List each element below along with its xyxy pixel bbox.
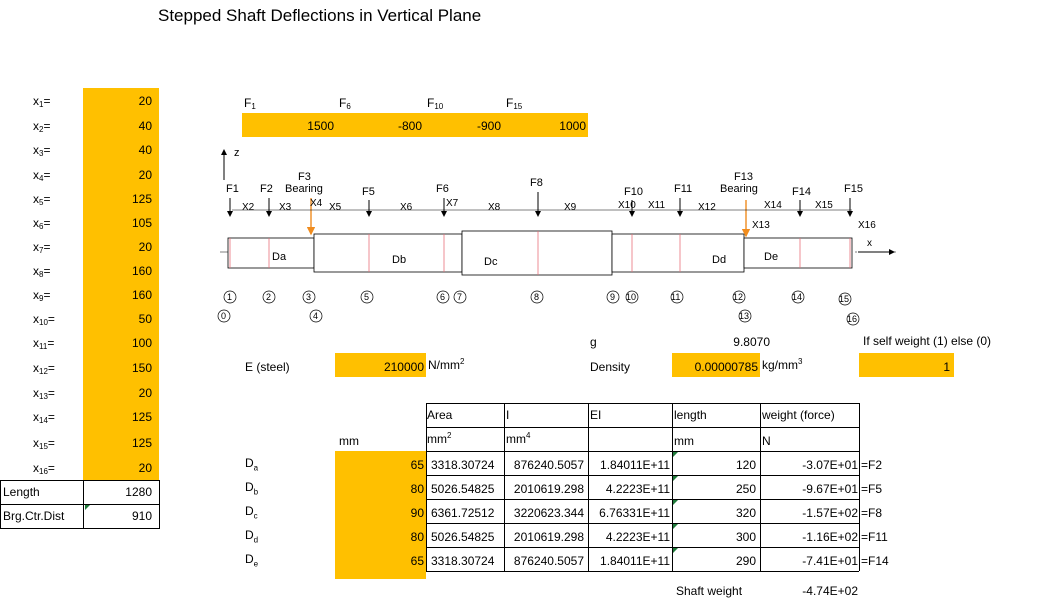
force-value-f6[interactable]: -800 (397, 119, 422, 133)
svg-text:11: 11 (671, 292, 681, 302)
force-value-f10[interactable]: -900 (476, 119, 501, 133)
grid-line (426, 547, 859, 548)
shaft-section-dc (462, 231, 612, 275)
dimension-labels (242, 198, 876, 231)
svg-text:7: 7 (457, 292, 463, 302)
length-value[interactable]: 1280 (125, 485, 152, 499)
self-weight-label: If self weight (1) else (0) (863, 334, 992, 348)
grid-line (426, 571, 859, 572)
grid-line (760, 403, 761, 571)
svg-text:5: 5 (364, 292, 370, 302)
length-cell[interactable]: 320 (735, 506, 756, 520)
svg-text:Bearing: Bearing (720, 183, 758, 195)
header-ei: EI (590, 408, 602, 422)
e-steel-label: E (steel) (245, 360, 290, 374)
i-value: 3220623.344 (513, 506, 584, 520)
x-label: $x_9=$ (33, 288, 51, 303)
diameter-value[interactable]: 65 (410, 554, 424, 568)
grid-line (426, 451, 859, 452)
svg-text:X7: X7 (446, 198, 459, 209)
ei-value: 6.76331E+11 (599, 506, 670, 520)
x-label: $x_{13}=$ (33, 386, 55, 401)
svg-text:9: 9 (610, 292, 616, 302)
force-label-f10: $F_{10}$ (427, 96, 444, 111)
sheet-title: Stepped Shaft Deflections in Vertical Plane (158, 6, 482, 25)
i-value: 2010619.298 (513, 530, 584, 544)
grid-line (426, 523, 859, 524)
svg-text:F1: F1 (226, 183, 239, 195)
svg-text:Db: Db (392, 254, 407, 266)
x-label: $x_{10}=$ (33, 312, 55, 327)
svg-text:X4: X4 (310, 198, 323, 209)
svg-text:F2: F2 (260, 183, 273, 195)
e-value[interactable]: 210000 (383, 360, 424, 374)
i-value: 876240.5057 (513, 554, 584, 568)
area-value: 3318.30724 (431, 458, 495, 472)
grid-line (859, 403, 860, 571)
ei-value: 4.2223E+11 (605, 482, 670, 496)
svg-text:X6: X6 (400, 202, 413, 213)
svg-text:X10: X10 (618, 200, 636, 211)
area-value: 5026.54825 (431, 482, 495, 496)
svg-text:12: 12 (733, 292, 744, 302)
area-value: 5026.54825 (431, 530, 495, 544)
svg-text:F5: F5 (362, 186, 375, 198)
weight-value: -9.67E+01 (802, 482, 858, 496)
grid-line (426, 403, 427, 571)
grid-line (0, 480, 160, 481)
svg-text:X2: X2 (242, 202, 255, 213)
x-label: $x_4=$ (33, 168, 51, 183)
x-label: $x_7=$ (33, 240, 51, 255)
density-label: Density (590, 360, 631, 374)
g-label: g (590, 335, 597, 349)
x-label: $x_{16}=$ (33, 461, 55, 476)
diameter-value[interactable]: 90 (410, 506, 424, 520)
x-label: $x_{12}=$ (33, 361, 55, 376)
x-value[interactable]: 40 (138, 143, 152, 157)
density-value[interactable]: 0.00000785 (694, 360, 758, 374)
x-value[interactable]: 20 (138, 240, 152, 254)
weight-force-ref: =F11 (861, 530, 888, 544)
shaft-section-de (744, 238, 852, 268)
self-weight-value[interactable]: 1 (943, 360, 950, 374)
grid-line (159, 480, 160, 528)
weight-value: -7.41E+01 (802, 554, 858, 568)
x-label: $x_1=$ (33, 94, 51, 109)
force-label-f15: $F_{15}$ (506, 96, 523, 111)
length-cell[interactable]: 250 (735, 482, 756, 496)
x-label: $x_3=$ (33, 143, 51, 158)
i-value: 2010619.298 (513, 482, 584, 496)
x-value[interactable]: 125 (131, 436, 152, 450)
svg-text:13: 13 (739, 311, 750, 321)
svg-text:15: 15 (839, 294, 850, 304)
x-value[interactable]: 20 (138, 94, 152, 108)
weight-force-ref: =F8 (861, 506, 883, 520)
weight-force-ref: =F14 (861, 554, 889, 568)
g-value[interactable]: 9.8070 (733, 335, 770, 349)
x-label: $x_{15}=$ (33, 436, 55, 451)
diameter-label: $D_b$ (245, 480, 259, 497)
weight-value: -1.16E+02 (802, 530, 858, 544)
z-axis-label: z (234, 147, 240, 159)
x-value[interactable]: 125 (131, 192, 152, 206)
x-value[interactable]: 20 (138, 461, 152, 475)
length-cell[interactable]: 300 (735, 530, 756, 544)
grid-line (504, 403, 505, 571)
weight-force-ref: =F5 (861, 482, 883, 496)
svg-text:X12: X12 (698, 202, 716, 213)
length-cell[interactable]: 290 (735, 554, 756, 568)
ei-value: 1.84011E+11 (600, 554, 670, 568)
svg-text:10: 10 (626, 292, 637, 302)
weight-force-ref: =F2 (861, 458, 883, 472)
svg-text:X8: X8 (488, 202, 501, 213)
diameter-label: $D_e$ (245, 552, 259, 569)
x-value[interactable]: 150 (131, 361, 152, 375)
x-label: $x_6=$ (33, 216, 51, 231)
svg-text:X13: X13 (752, 220, 770, 231)
svg-text:X16: X16 (858, 220, 876, 231)
area-value: 3318.30724 (431, 554, 495, 568)
weight-value: -1.57E+02 (802, 506, 858, 520)
e-unit: $N/mm^2$ (428, 357, 465, 372)
ei-value: 4.2223E+11 (605, 530, 670, 544)
length-label: Length (3, 485, 40, 499)
diameter-label: $D_d$ (245, 528, 259, 545)
area-value: 6361.72512 (431, 506, 495, 520)
x-label: $x_8=$ (33, 264, 51, 279)
x-value[interactable]: 50 (138, 312, 152, 326)
unit-area: $mm^2$ (427, 431, 452, 446)
force-label-f6: $F_6$ (339, 96, 351, 111)
cell-comment-marker (673, 500, 678, 505)
svg-text:F10: F10 (624, 186, 643, 198)
x-axis-label: x (867, 238, 872, 249)
grid-line (588, 403, 589, 571)
diameter-label: $D_c$ (245, 504, 258, 521)
svg-text:X3: X3 (279, 202, 292, 213)
grid-line (0, 504, 160, 505)
cell-comment-marker (673, 452, 678, 457)
force-label-f1: $F_1$ (244, 96, 256, 111)
length-cell[interactable]: 120 (735, 458, 756, 472)
ei-value: 1.84011E+11 (600, 458, 670, 472)
svg-text:8: 8 (534, 292, 540, 302)
x-value[interactable]: 100 (131, 336, 152, 350)
header-i: I (506, 408, 510, 422)
brg-ctr-dist-label: Brg.Ctr.Dist (3, 509, 65, 523)
unit-weight: N (762, 434, 771, 448)
shaft-weight-value[interactable]: -4.74E+02 (802, 584, 858, 598)
header-area: Area (427, 408, 453, 422)
mm-label: mm (339, 434, 359, 448)
svg-text:6: 6 (440, 292, 446, 302)
header-length: length (674, 408, 707, 422)
grid-line (0, 528, 160, 529)
svg-text:F14: F14 (792, 186, 811, 198)
svg-text:X14: X14 (764, 200, 782, 211)
svg-text:0: 0 (221, 311, 227, 321)
cell-comment-marker (673, 476, 678, 481)
cell-comment-marker (673, 548, 678, 553)
svg-text:1: 1 (227, 292, 233, 302)
grid-line (426, 499, 859, 500)
svg-text:Dc: Dc (484, 256, 498, 268)
svg-text:F3: F3 (298, 171, 311, 183)
svg-text:Da: Da (272, 251, 287, 263)
cell-comment-marker (673, 524, 678, 529)
shaft-section-da (228, 238, 314, 268)
unit-i: $mm^4$ (506, 431, 531, 446)
svg-text:F8: F8 (530, 177, 543, 189)
svg-text:Dd: Dd (712, 254, 727, 266)
svg-text:F6: F6 (436, 183, 449, 195)
force-arrows (230, 192, 850, 216)
x-label: $x_5=$ (33, 192, 51, 207)
diameter-value[interactable]: 80 (410, 482, 424, 496)
weight-value: -3.07E+01 (802, 458, 858, 472)
grid-line (426, 427, 859, 428)
x-value[interactable]: 125 (131, 410, 152, 424)
grid-line (672, 403, 673, 571)
brg-ctr-dist-value[interactable]: 910 (131, 509, 152, 523)
svg-text:F13: F13 (734, 171, 753, 183)
force-value-f15[interactable]: 1000 (559, 119, 586, 133)
shaft-weight-label: Shaft weight (676, 584, 743, 598)
svg-text:F15: F15 (844, 183, 863, 195)
svg-text:14: 14 (792, 292, 803, 302)
diameter-value[interactable]: 65 (410, 458, 424, 472)
node-markers (218, 291, 859, 325)
cell-comment-marker (85, 505, 90, 510)
i-value: 876240.5057 (513, 458, 584, 472)
diameter-label: $D_a$ (245, 456, 259, 473)
svg-text:16: 16 (847, 314, 858, 324)
svg-text:F11: F11 (674, 183, 693, 195)
force-value-f1[interactable]: 1500 (307, 119, 334, 133)
svg-text:De: De (764, 251, 779, 263)
x-value[interactable]: 40 (138, 119, 152, 133)
x-label: $x_{14}=$ (33, 410, 55, 425)
svg-text:Bearing: Bearing (285, 183, 323, 195)
x-value[interactable]: 160 (131, 288, 152, 302)
x-value[interactable]: 20 (138, 386, 152, 400)
density-unit: $kg/mm^3$ (762, 357, 803, 372)
x-value[interactable]: 105 (131, 216, 152, 230)
unit-length: mm (674, 434, 694, 448)
svg-text:4: 4 (313, 311, 319, 321)
svg-text:3: 3 (306, 292, 312, 302)
diagram-labels (226, 171, 863, 198)
shaft-diagram (212, 140, 902, 330)
grid-line (426, 475, 859, 476)
grid-line (426, 403, 859, 404)
x-label: $x_{11}=$ (33, 336, 55, 351)
svg-text:X9: X9 (564, 202, 577, 213)
x-value[interactable]: 160 (131, 264, 152, 278)
x-value[interactable]: 20 (138, 168, 152, 182)
svg-text:X11: X11 (648, 200, 666, 211)
shaft-section-db (314, 234, 462, 272)
header-weight: weight (force) (762, 408, 835, 422)
svg-text:X15: X15 (815, 200, 833, 211)
svg-text:2: 2 (266, 292, 272, 302)
svg-text:X5: X5 (329, 202, 342, 213)
x-label: $x_2=$ (33, 119, 51, 134)
diameter-value[interactable]: 80 (410, 530, 424, 544)
